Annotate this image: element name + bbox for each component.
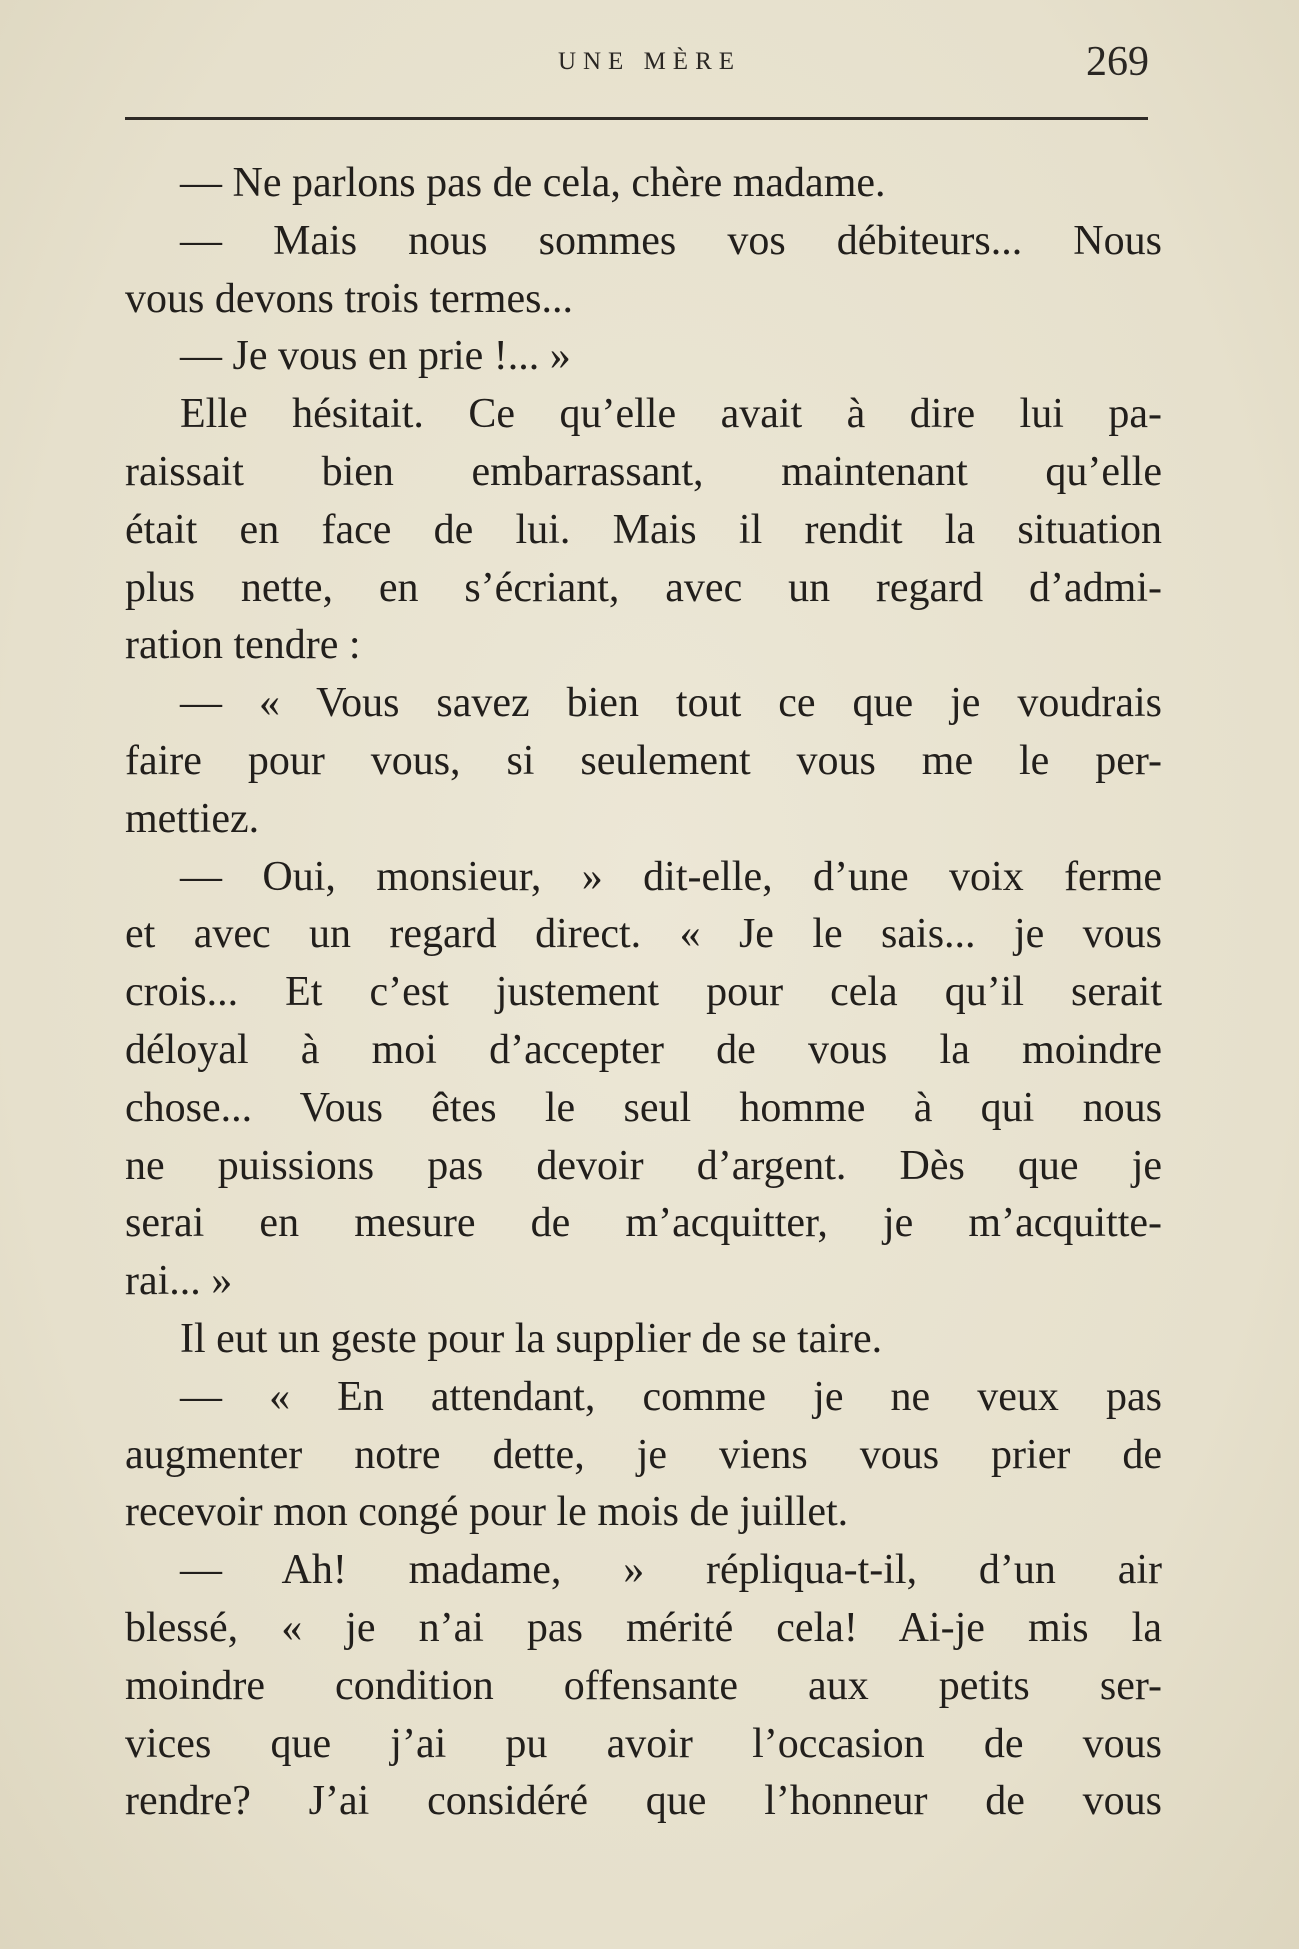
text-line: ne puissions pas devoir d’argent. Dès que je [125,1142,1162,1189]
text-line: rendre? J’ai considéré que l’honneur de vous [125,1778,1162,1825]
text-line: Elle hésitait. Ce qu’elle avait à dire lui pa- [180,391,1162,438]
text-line: déloyal à moi d’accepter de vous la moindre [125,1026,1162,1073]
text-line: rai... » [125,1258,233,1305]
body-text [125,155,1162,1831]
text-line: chose... Vous êtes le seul homme à qui nous [125,1084,1162,1131]
text-line: — Ne parlons pas de cela, chère madame. [180,160,886,206]
text-line: plus nette, en s’écriant, avec un regard d’admi- [125,564,1162,611]
text-line: — Mais nous sommes vos débiteurs... Nous [180,217,1162,264]
text-line: vous devons trois termes... [125,275,573,322]
text-line: mettiez. [125,795,260,842]
text-line: — Je vous en prie !... » [180,333,571,380]
text-line: ration tendre : [125,622,361,669]
text-line: — Ah! madame, » répliqua-t-il, d’un air [180,1547,1162,1594]
text-line: recevoir mon congé pour le mois de juillet. [125,1489,849,1536]
running-title: UNE MÈRE [557,48,742,75]
text-line: vices que j’ai pu avoir l’occasion de vous [125,1720,1162,1767]
text-line: — « En attendant, comme je ne veux pas [180,1373,1162,1420]
text-line: augmenter notre dette, je viens vous prier de [125,1431,1162,1478]
text-line: moindre condition offensante aux petits ser- [125,1662,1162,1709]
header-rule [125,117,1148,120]
text-line: blessé, « je n’ai pas mérité cela! Ai-je mis la [125,1604,1162,1651]
text-line: faire pour vous, si seulement vous me le per- [125,737,1162,784]
text-line: — Oui, monsieur, » dit-elle, d’une voix ferme [180,853,1162,900]
text-line: — « Vous savez bien tout ce que je voudrais [180,680,1162,727]
page-number: 269 [1086,39,1149,85]
text-line: raissait bien embarrassant, maintenant qu’elle [125,448,1162,495]
text-line: Il eut un geste pour la supplier de se taire. [180,1315,883,1362]
text-line: crois... Et c’est justement pour cela qu’il serait [125,969,1162,1016]
text-line: et avec un regard direct. « Je le sais... je vous [125,911,1162,958]
text-line: serai en mesure de m’acquitter, je m’acquitte- [125,1200,1162,1247]
text-line: était en face de lui. Mais il rendit la situation [125,506,1162,553]
